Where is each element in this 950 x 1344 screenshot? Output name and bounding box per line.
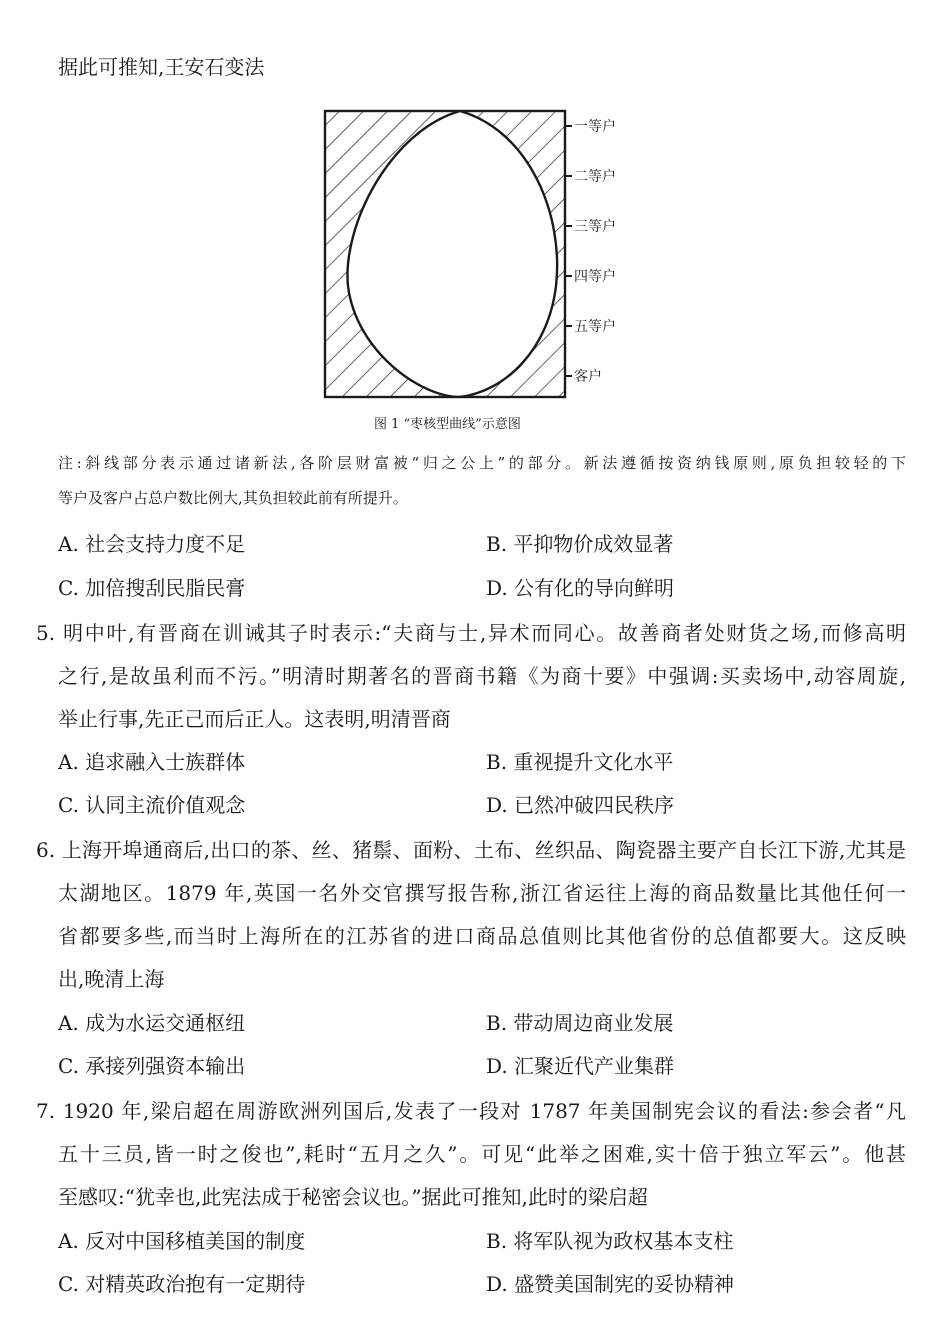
intro-text: 据此可推知,王安石变法 — [58, 55, 265, 79]
q7-stem-line-1: 7. 1920 年,梁启超在周游欧洲列国后,发表了一段对 1787 年美国制宪会议的看法:参会者“凡 — [36, 1099, 906, 1123]
note-line-2: 等户及客户占总户数比例大,其负担较此前有所提升。 — [58, 489, 408, 507]
q5-option-d: D. 已然冲破四民秩序 — [486, 793, 675, 817]
q6-stem-line-2: 太湖地区。1879 年,英国一名外交官撰写报告称,浙江省运往上海的商品数量比其他任何一 — [58, 881, 906, 905]
q4-option-c: C. 加倍搜刮民脂民膏 — [58, 576, 246, 600]
q4-option-a: A. 社会支持力度不足 — [58, 532, 246, 556]
q7-option-a: A. 反对中国移植美国的制度 — [58, 1229, 306, 1253]
q6-stem-line-3: 省都要多些,而当时上海所在的江苏省的进口商品总值则比其他省份的总值都要大。这反映 — [58, 924, 906, 948]
q5-stem-line-3: 举止行事,先正己而后正人。这表明,明清晋商 — [58, 707, 451, 731]
q5-stem-line-1: 5. 明中叶,有晋商在训诫其子时表示:“夫商与士,异术而同心。故善商者处财货之场,而修高明 — [36, 621, 906, 645]
q7-stem-line-3: 至感叹:“犹幸也,此宪法成于秘密会议也。”据此可推知,此时的梁启超 — [58, 1185, 648, 1209]
figure-caption: 图 1 “枣核型曲线”示意图 — [374, 417, 521, 432]
label-tier-2: 二等户 — [574, 169, 616, 185]
q7-option-d: D. 盛赞美国制宪的妥协精神 — [486, 1272, 735, 1296]
label-tier-1: 一等户 — [574, 119, 616, 135]
label-tier-4: 四等户 — [574, 269, 616, 285]
label-tier-5: 五等户 — [574, 319, 616, 335]
label-guest-household: 客户 — [574, 369, 602, 385]
q6-option-d: D. 汇聚近代产业集群 — [486, 1054, 675, 1078]
q4-option-b: B. 平抑物价成效显著 — [486, 532, 674, 556]
q6-option-b: B. 带动周边商业发展 — [486, 1011, 674, 1035]
q5-option-b: B. 重视提升文化水平 — [486, 750, 674, 774]
jujube-curve-figure — [320, 106, 620, 402]
note-line-1: 注:斜线部分表示通过诸新法,各阶层财富被“归之公上”的部分。新法遵循按资纳钱原则,原负担较轻的下 — [58, 454, 906, 472]
q6-stem-line-1: 6. 上海开埠通商后,出口的茶、丝、猪鬃、面粉、土布、丝织品、陶瓷器主要产自长江下游,尤其是 — [36, 838, 906, 862]
q6-option-c: C. 承接列强资本输出 — [58, 1054, 246, 1078]
q5-option-c: C. 认同主流价值观念 — [58, 793, 246, 817]
q6-option-a: A. 成为水运交通枢纽 — [58, 1011, 246, 1035]
q6-stem-line-4: 出,晚清上海 — [58, 967, 165, 991]
label-tier-3: 三等户 — [574, 219, 616, 235]
q7-option-b: B. 将军队视为政权基本支柱 — [486, 1229, 734, 1253]
q7-stem-line-2: 五十三员,皆一时之俊也”,耗时“五月之久”。可见“此举之困难,实十倍于独立军云”。他甚 — [58, 1142, 906, 1166]
q5-stem-line-2: 之行,是故虽利而不污。”明清时期著名的晋商书籍《为商十要》中强调:买卖场中,动容周旋, — [58, 664, 906, 688]
q7-option-c: C. 对精英政治抱有一定期待 — [58, 1272, 306, 1296]
q4-option-d: D. 公有化的导向鲜明 — [486, 576, 675, 600]
q5-option-a: A. 追求融入士族群体 — [58, 750, 246, 774]
